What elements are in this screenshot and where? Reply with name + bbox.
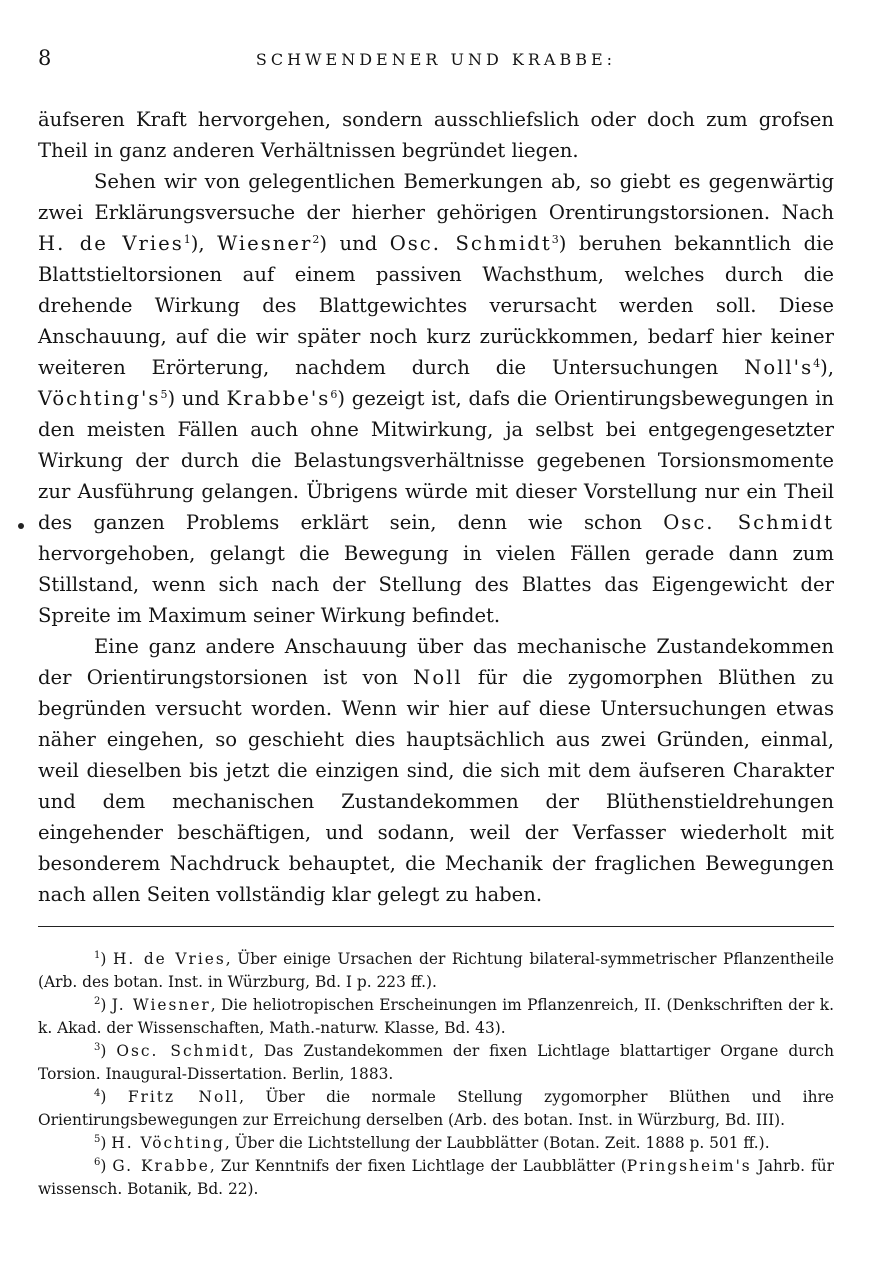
footnote-author: Osc. Schmidt [116,1042,250,1060]
footnote-mark: 5 [94,1134,101,1145]
footnote-text: , Die heliotropischen Erscheinungen im Pflanzenreich, II. (Denkschriften der k. k. Akad. der Wissenschaften, Math.-naturw. Klasse, Bd. 43). [38,996,834,1037]
page-number: 8 [38,46,52,70]
footnote-mark: 6 [94,1157,101,1168]
footnote-separator [38,926,834,927]
text-run: hervorgehoben, gelangt die Bewegung in vielen Fällen gerade dann zum Stillstand, wenn sich nach der Stellung des Blattes das Eigengewicht der Spreite im Maximum seiner Wirkung befindet. [38,542,834,627]
author-name: Vöchting's [38,387,161,410]
text-run: ) und [167,387,227,410]
body-text [38,104,834,910]
footnote-text: , Über die normale Stellung zygomorpher Blüthen und ihre Orientirungsbewegungen zur Erreichung derselben (Arb. des botan. Inst. in Würzburg, Bd. III). [38,1088,834,1129]
text-run: ) und [319,232,390,255]
author-name: Wiesner [217,232,313,255]
author-name: Osc. Schmidt [389,232,552,255]
footnote-ref: 2 [312,233,320,246]
author-name: H. de Vries [38,232,184,255]
text-run: ) gezeigt ist, dafs die Orientirungsbewegungen in den meisten Fällen auch ohne Mitwirkung, ja selbst bei entgegengesetzter Wirkung der durch die Belastungsverhältnisse gegebenen Torsionsmomente zur Ausführung gelangen. Übrigens würde mit dieser Vorstellung nur ein Theil des ganzen Problems erklärt sein, denn wie schon [38,387,834,534]
page [38,38,835,1198]
footnote-author: H. de Vries [112,950,226,968]
paragraph-3 [38,631,834,910]
text-run: äufseren Kraft hervorgehen, sondern ausschliefslich oder doch zum grofsen Theil in ganz anderen Verhältnissen begründet liegen. [38,108,834,162]
page-header [38,38,834,72]
author-name: Krabbe's [226,387,331,410]
footnote-author: G. Krabbe [112,1157,210,1175]
footnote-ref: 5 [160,388,168,401]
footnote-6: $^6$) G. Krabbe, Zur Kenntnifs der fixen Lichtlage der Laubblätter (Pringsheim's Jahrb. für wissensch. Botanik, Bd. 22). [38,1157,835,1198]
footnote-author: H. Vöchting [111,1134,225,1152]
footnote-text: , Über die Lichtstellung der Laubblätter (Botan. Zeit. 1888 p. 501 ff.). [224,1134,770,1152]
footnote-text: , Das Zustandekommen der fixen Lichtlage blattartiger Organe durch Torsion. Inaugural-Dissertation. Berlin, 1883. [38,1042,834,1083]
text-run: ), [190,232,218,255]
paragraph-2 [38,166,834,631]
footnote-author: J. Wiesner [111,996,211,1014]
footnote-ref: 6 [330,388,338,401]
footnote-mark: 4 [94,1088,101,1099]
author-name: Noll [413,666,463,689]
footnote-2: $^2$) J. Wiesner, Die heliotropischen Erscheinungen im Pflanzenreich, II. (Denkschriften der k. k. Akad. der Wissenschaften, Math.-naturw. Klasse, Bd. 43). [38,996,834,1037]
margin-dot [18,523,24,529]
author-name: Osc. Schmidt [663,511,834,534]
footnote-ref: 3 [551,233,559,246]
footnotes [38,948,834,1201]
text-run: Eine ganz andere Anschauung über das mechanische Zustandekommen der Orientirungstorsionen ist von [38,635,834,689]
footnote-1: $^1$) H. de Vries, Über einige Ursachen der Richtung bilateral-symmetrischer Pflanzentheile (Arb. des botan. Inst. in Würzburg, Bd. I p. 223 ff.). [38,950,834,991]
footnote-mark: 2 [94,996,101,1007]
text-run: für die zygomorphen Blüthen zu begründen versucht worden. Wenn wir hier auf diese Untersuchungen etwas näher eingehen, so geschieht dies hauptsächlich aus zwei Gründen, einmal, weil dieselben bis jetzt die einzigen sind, die sich mit dem äufseren Charakter und dem mechanischen Zustandekommen der Blüthenstieldrehungen eingehender beschäftigen, und sodann, weil der Verfasser wiederholt mit besonderem Nachdruck behauptet, die Mechanik der fraglichen Bewegungen nach allen Seiten vollständig klar gelegt zu haben. [38,666,834,906]
author-name: Noll's [744,356,814,379]
footnote-ref: 1 [183,233,191,246]
text-run: Sehen wir von gelegentlichen Bemerkungen ab, so giebt es gegenwärtig zwei Erklärungsversuche der hierher gehörigen Orentirungstorsionen. Nach [38,170,834,224]
footnote-text: , Zur Kenntnifs der fixen Lichtlage der Laubblätter ( [209,1157,627,1175]
text-run: ) beruhen bekanntlich die Blattstieltorsionen auf einem passiven Wachsthum, welches durch die drehende Wirkung des Blattgewichtes verursacht werden soll. Diese Anschauung, auf die wir später noch kurz zurückkommen, bedarf hier keiner weiteren Erörterung, nachdem durch die Untersuchungen [38,232,834,379]
footnote-mark: 3 [94,1042,101,1053]
footnote-5: $^5$) H. Vöchting, Über die Lichtstellung der Laubblätter (Botan. Zeit. 1888 p. 501 ff.). [94,1134,770,1152]
footnote-mark: 1 [94,950,101,961]
footnote-journal: Pringsheim's [626,1157,752,1175]
text-run: ), [820,356,834,379]
footnote-4: $^4$) Fritz Noll, Über die normale Stellung zygomorpher Blüthen und ihre Orientirungsbewegungen zur Erreichung derselben (Arb. des botan. Inst. in Würzburg, Bd. III). [38,1088,834,1129]
footnote-ref: 4 [813,357,821,370]
paragraph-1 [38,104,834,166]
running-head: SCHWENDENER UND KRABBE: [255,50,617,69]
footnote-text: , Über einige Ursachen der Richtung bilateral-symmetrischer Pflanzentheile (Arb. des botan. Inst. in Würzburg, Bd. I p. 223 ff.). [38,950,834,991]
footnote-text: Jahrb. für wissensch. Botanik, Bd. 22). [38,1157,835,1198]
footnote-3: $^3$) Osc. Schmidt, Das Zustandekommen der fixen Lichtlage blattartiger Organe durch Torsion. Inaugural-Dissertation. Berlin, 1883. [38,1042,834,1083]
footnote-author: Fritz Noll [127,1088,240,1106]
